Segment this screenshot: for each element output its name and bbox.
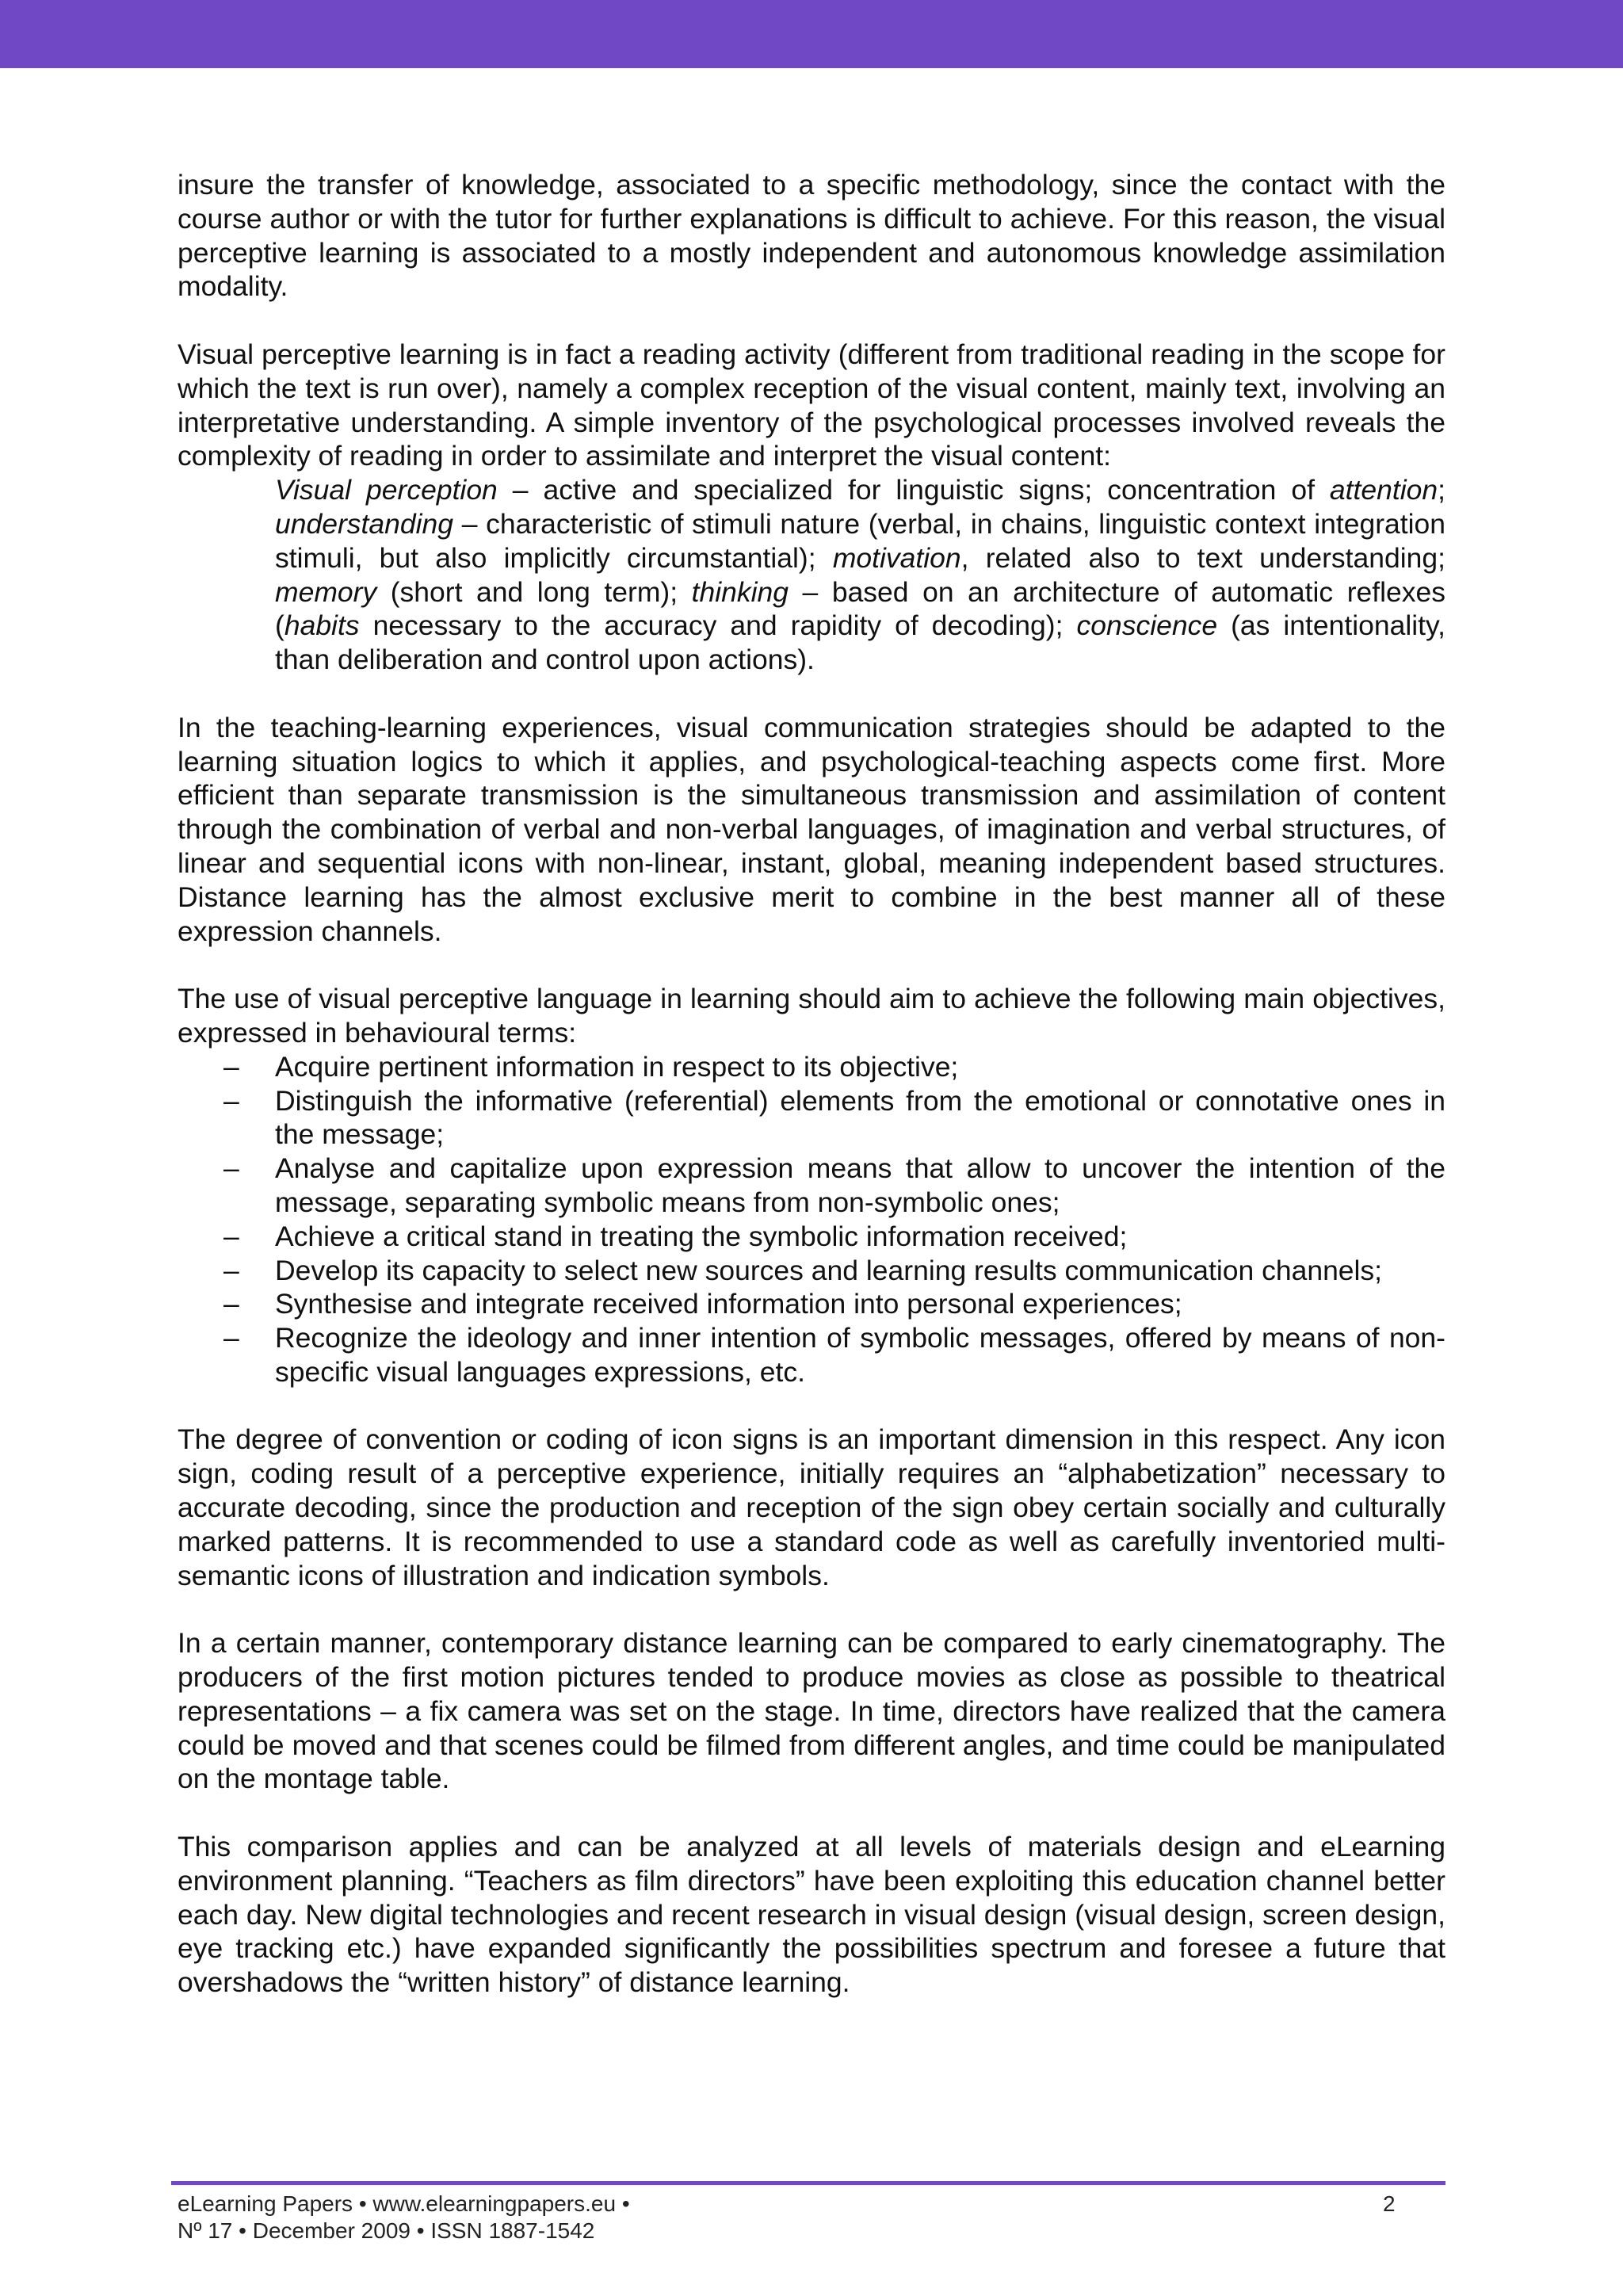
term-understanding: understanding	[275, 507, 454, 540]
list-item: – Achieve a critical stand in treating the symbolic information received;	[223, 1220, 1128, 1252]
footer-info	[178, 2191, 630, 2244]
dash-bullet: –	[223, 1254, 239, 1286]
paragraph-objectives-intro: The use of visual perceptive language in learning should aim to achieve the following main objectives, expressed in behavioural terms:	[178, 983, 1445, 1049]
footer-divider	[171, 2181, 1445, 2185]
dash-bullet: –	[223, 1152, 239, 1185]
term-habits: habits	[284, 609, 360, 642]
term-motivation: motivation	[832, 541, 961, 574]
dash-bullet: –	[223, 1220, 239, 1252]
footer-line-journal: eLearning Papers • www.elearningpapers.eu •	[178, 2191, 630, 2216]
paragraph-film-directors: This comparison applies and can be analyzed at all levels of materials design and eLearning environment planning. “Teachers as film directors” have been exploiting this education channel better each day. New digital technologies and recent research in visual design (visual design, screen design, eye tracking etc.) have expanded significantly the possibilities spectrum and foresee a future that overshadows the “written history” of distance learning.	[178, 1831, 1445, 1999]
article-body	[178, 168, 1445, 2000]
paragraph-knowledge-transfer: insure the transfer of knowledge, associated to a specific methodology, since the contact with the course author or with the tutor for further explanations is difficult to achieve. For this reason, the visual perceptive learning is associated to a mostly independent and autonomous knowledge assimilation modality.	[178, 169, 1445, 303]
paragraph-icon-signs: The degree of convention or coding of icon signs is an important dimension in this respect. Any icon sign, coding result of a perceptive experience, initially requires an “alphabetization” necessary to accurate decoding, since the production and reception of the sign obey certain socially and culturally marked patterns. It is recommended to use a standard code as well as carefully inventoried multi-semantic icons of illustration and indication symbols.	[178, 1423, 1445, 1591]
term-visual-perception: Visual perception	[275, 474, 498, 506]
list-item: – Acquire pertinent information in respect to its objective;	[223, 1050, 959, 1083]
dash-bullet: –	[223, 1050, 239, 1083]
dash-bullet: –	[223, 1288, 239, 1320]
paragraph-teaching-learning: In the teaching-learning experiences, visual communication strategies should be adapted to the learning situation logics to which it applies, and psychological-teaching aspects come first. More efficient than separate transmission is the simultaneous transmission and assimilation of content through the combination of verbal and non-verbal languages, of imagination and verbal structures, of linear and sequential icons with non-linear, instant, global, meaning independent based structures. Distance learning has the almost exclusive merit to combine in the best manner all of these expression channels.	[178, 711, 1445, 947]
list-item: – Distinguish the informative (referential) elements from the emotional or connotative ones in the message;	[223, 1084, 1445, 1151]
paragraph-visual-perceptive-learning: Visual perceptive learning is in fact a reading activity (different from traditional reading in the scope for which the text is run over), namely a complex reception of the visual content, mainly text, involving an interpretative understanding. A simple inventory of the psychological processes involved reveals the complexity of reading in order to assimilate and interpret the visual content:	[178, 338, 1445, 472]
footer-line-issue: Nº 17 • December 2009 • ISSN 1887-1542	[178, 2218, 595, 2243]
term-conscience: conscience	[1076, 609, 1218, 642]
term-thinking: thinking	[691, 575, 789, 608]
list-item: – Develop its capacity to select new sources and learning results communication channels;	[223, 1254, 1383, 1286]
dash-bullet: –	[223, 1084, 239, 1117]
dash-bullet: –	[223, 1322, 239, 1354]
objectives-list	[178, 1050, 1445, 1389]
term-memory: memory	[275, 575, 377, 608]
term-attention: attention	[1329, 474, 1438, 506]
page-number: 2	[1383, 2191, 1396, 2216]
header-band	[0, 0, 1623, 68]
list-item: – Recognize the ideology and inner intention of symbolic messages, offered by means of non-specific visual languages expressions, etc.	[223, 1322, 1445, 1388]
list-item: – Synthesise and integrate received information into personal experiences;	[223, 1288, 1182, 1320]
list-item: – Analyse and capitalize upon expression means that allow to uncover the intention of the message, separating symbolic means from non-symbolic ones;	[223, 1152, 1445, 1218]
paragraph-cinematography: In a certain manner, contemporary distance learning can be compared to early cinematography. The producers of the first motion pictures tended to produce movies as close as possible to theatrical representations – a fix camera was set on the stage. In time, directors have realized that the camera could be moved and that scenes could be filmed from different angles, and time could be manipulated on the montage table.	[178, 1627, 1445, 1795]
psychological-processes-block: Visual perception – active and specialized for linguistic signs; concentration of attention; understanding – characteristic of stimuli nature (verbal, in chains, linguistic context integration stimuli, but also implicitly circumstantial); motivation, related also to text understanding; memory (short and long term); thinking – based on an architecture of automatic reflexes (habits necessary to the accuracy and rapidity of decoding); conscience (as intentionality, than deliberation and control upon actions).	[275, 474, 1445, 676]
